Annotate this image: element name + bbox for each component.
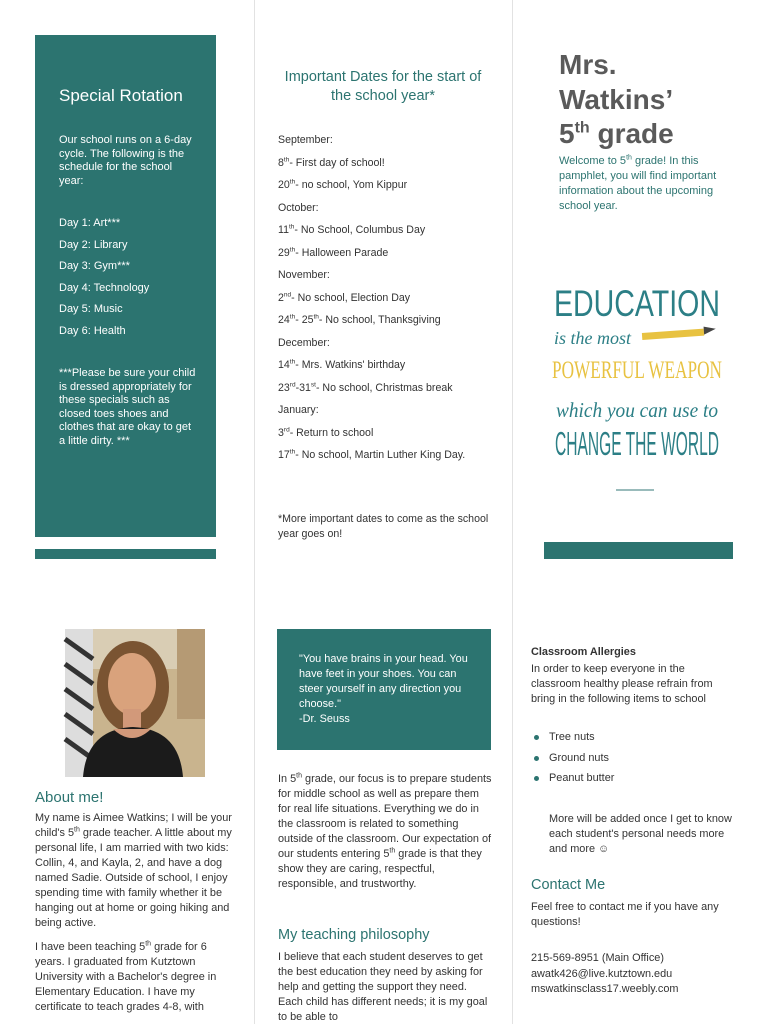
date-row: 11th- No School, Columbus Day [278, 223, 426, 236]
contact-email[interactable]: awatk426@live.kutztown.edu [531, 967, 673, 980]
about-title: About me! [35, 789, 104, 806]
important-dates-list [278, 134, 493, 472]
rotation-day: Day 1: Art*** [59, 217, 121, 229]
date-month-heading: September: [278, 134, 333, 146]
education-quote-art [550, 282, 725, 497]
contact-text: Feel free to contact me if you have any questions! [531, 901, 719, 928]
bullet-icon [534, 735, 539, 740]
about-paragraph: I have been teaching 5th grade for 6 years. I graduated from Kutztown University with a Bachelor's degree in Elementary Education. I have my certificate to teach grades 4-8, with [35, 940, 217, 1013]
rotation-day: Day 4: Technology [59, 281, 150, 294]
date-row: 14th- Mrs. Watkins' birthday [278, 358, 406, 371]
quote-art-line: POWERFUL WEAPON [552, 357, 722, 384]
seuss-author: -Dr. Seuss [299, 713, 350, 725]
allergies-title: Classroom Allergies [531, 646, 636, 658]
seuss-quote: "You have brains in your head. You have feet in your shoes. You can steer yourself in any direction you choose." -Dr. Seuss [299, 652, 479, 727]
teacher-heading [559, 48, 759, 152]
philosophy-title: My teaching philosophy [278, 927, 430, 943]
philosophy-text: I believe that each student deserves to get the best education they need by asking for help and getting the support they need. Each child has different needs; it is my goal to be able to [278, 951, 488, 1023]
rotation-day: Day 6: Health [59, 324, 126, 337]
list-item: Tree nuts [531, 730, 614, 751]
date-month-heading: November: [278, 269, 330, 281]
special-rotation-panel [35, 35, 216, 537]
column-divider-right [512, 0, 513, 1024]
important-dates-footnote: *More important dates to come as the school year goes on! [278, 513, 489, 540]
allergies-more: More will be added once I get to know each student's personal needs more and more ☺ [549, 813, 732, 855]
date-row: 2nd- No school, Election Day [278, 290, 411, 304]
contact-phone: 215-569-8951 (Main Office) [531, 952, 664, 964]
date-row: 23rd-31st- No school, Christmas break [278, 380, 453, 394]
allergies-list [531, 730, 614, 792]
rotation-day: Day 3: Gym*** [59, 260, 130, 273]
date-month-heading: October: [278, 201, 319, 214]
date-row: 17th- No school, Martin Luther King Day. [278, 448, 466, 461]
teacher-photo [65, 629, 205, 777]
date-row: 24th- 25th- No school, Thanksgiving [278, 313, 441, 326]
quote-art-line: is the most [554, 328, 632, 348]
focus-text: In 5th grade, our focus is to prepare students for middle school as well as prepare them for real life situations. Everything we do in the classroom is related to something outside of the classroom. Our expectation of our students entering 5th grade is that they show they are caring, respectful, responsible, and trustworthy. [278, 772, 492, 890]
allergies-intro: In order to keep everyone in the classroom healthy please refrain from bring in the following items to school [531, 663, 713, 705]
date-month-heading: January: [278, 404, 319, 416]
accent-bar-left [35, 549, 216, 559]
welcome-text: Welcome to 5th grade! In this pamphlet, you will find important information about the upcoming school year. [559, 154, 717, 212]
special-rotation-intro: Our school runs on a 6-day cycle. The following is the schedule for the school year: [59, 134, 192, 187]
date-row: 3rd- Return to school [278, 425, 374, 439]
rotation-day: Day 2: Library [59, 238, 128, 251]
quote-art-line: CHANGE THE WORLD [555, 425, 719, 462]
special-rotation-note: ***Please be sure your child is dressed appropriately for these specials such as closed toes shoes and clothes that are okay to get a little dirty. *** [59, 367, 196, 447]
teacher-heading-line2: Watkins’ [559, 83, 674, 115]
teacher-heading-grade: 5th grade [559, 118, 674, 149]
quote-art-line: which you can use to [556, 398, 718, 422]
date-row: 29th- Halloween Parade [278, 245, 389, 259]
accent-bar-right [544, 542, 733, 559]
about-text [35, 811, 235, 1024]
date-row: 20th- no school, Yom Kippur [278, 178, 408, 191]
rotation-day-list [59, 217, 149, 347]
contact-title: Contact Me [531, 877, 606, 893]
pencil-graphic [642, 329, 704, 340]
special-rotation-title: Special Rotation [59, 86, 183, 105]
date-month-heading: December: [278, 336, 330, 349]
list-item: Ground nuts [531, 751, 614, 772]
column-divider-left [254, 0, 255, 1024]
contact-website[interactable]: mswatkinsclass17.weebly.com [531, 983, 679, 995]
about-paragraph: My name is Aimee Watkins; I will be your child's 5th grade teacher. A little about my personal life, I am married with two kids: Collin, 4, and Kayla, 2, and have a dog named Sadie. Outside of school, I enjoy spending time with family whether it be hanging out at home or going hiking and being active. [35, 812, 232, 929]
rotation-day: Day 5: Music [59, 303, 123, 316]
contact-info [531, 951, 751, 998]
date-row: 8th- First day of school! [278, 155, 385, 169]
teacher-heading-line1: Mrs. [559, 49, 617, 80]
bullet-icon [534, 756, 539, 761]
list-item: Peanut butter [531, 771, 614, 792]
bullet-icon [534, 776, 539, 781]
quote-art-line: EDUCATION [554, 283, 720, 324]
important-dates-title: Important Dates for the start of the school year* [284, 69, 482, 104]
seuss-quote-box [277, 629, 491, 750]
